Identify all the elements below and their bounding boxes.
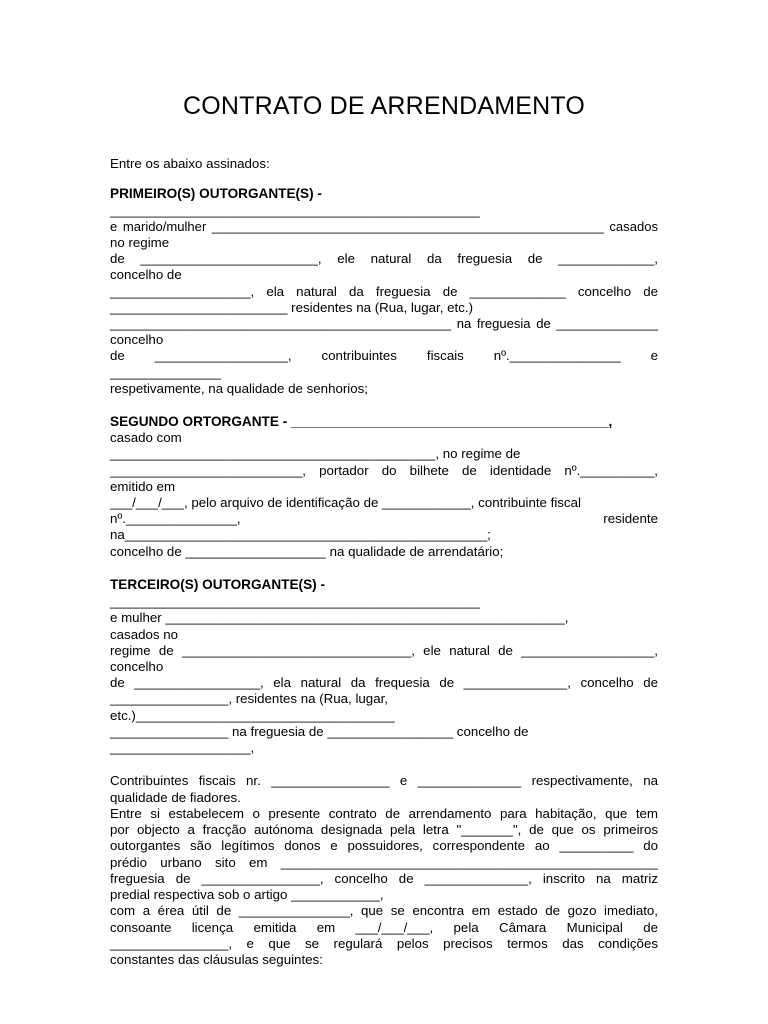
text-line: por objecto a fracção autónoma designada pela letra "_______", de que os primeiros [110, 822, 658, 837]
text-line: ____________________________________________, no regime de [110, 446, 521, 461]
text-line: concelho [110, 659, 164, 674]
text-line: emitido em [110, 479, 176, 494]
text-line: e marido/mulher ______________________________________________________ casados [110, 219, 658, 234]
text-line: casado com [110, 430, 182, 445]
text-line: _______________ [110, 365, 221, 380]
text-line: de ________________________, ele natural da freguesia de _____________, [110, 251, 658, 266]
text-line: de __________________, contribuintes fiscais nº._______________ e [110, 348, 658, 363]
text-line: ________________ na freguesia de _________________ concelho de [110, 724, 529, 739]
text-line: e mulher ______________________________________________________, [110, 610, 569, 625]
text-line: __________________________, portador do bilhete de identidade nº.__________, [110, 463, 658, 478]
text-line: ___________________, ela natural da freguesia de _____________ concelho de [110, 284, 658, 299]
document-title: CONTRATO DE ARRENDAMENTO [182, 92, 586, 120]
section-heading-segundo: SEGUNDO ORTORGANTE - __________________________________________, [110, 414, 613, 429]
text-line: respetivamente, na qualidade de senhorios; [110, 381, 368, 396]
text-line: _______________________________________________ na freguesia de ______________ [110, 316, 658, 331]
text-line: ________________________ residentes na (Rua, lugar, etc.) [110, 300, 473, 315]
text-line: na_________________________________________________; [110, 527, 491, 542]
text-line: predial respectiva sob o artigo ____________, [110, 887, 384, 902]
text-line: casados no [110, 627, 179, 642]
text-line: de _________________, ela natural da frequesia de ______________, concelho de [110, 675, 658, 690]
text-line: ________________, e que se regulará pelos precisos termos das condições [110, 936, 658, 951]
intro-line: Entre os abaixo assinados: [110, 156, 270, 171]
text-line: regime de _______________________________, ele natural de __________________, [110, 643, 658, 658]
text-line: freguesia de ________________, concelho de ______________, inscrito na matriz [110, 871, 658, 886]
text-line: concelho de ___________________ na qualidade de arrendatário; [110, 544, 504, 559]
text-line: outorgantes são legítimos donos e possuidores, correspondente ao __________ do [110, 838, 658, 853]
section-heading-primeiro: PRIMEIRO(S) OUTORGANTE(S) - [110, 186, 322, 201]
text-line: nº._______________, residente [110, 511, 658, 526]
text-line: ___/___/___, pelo arquivo de identificação de ____________, contribuinte fiscal [110, 495, 581, 510]
text-line: qualidade de fiadores. [110, 790, 241, 805]
text-line: Entre si estabelecem o presente contrato de arrendamento para habitação, que tem [110, 806, 658, 821]
text-line: ___________________, [110, 740, 255, 755]
text-line: no regime [110, 235, 170, 250]
text-line: etc.)___________________________________ [110, 708, 395, 723]
text-line: consoante licença emitida em ___/___/___, pela Câmara Municipal de [110, 920, 658, 935]
text-line: prédio urbano sito em ___________________________________________________ [110, 855, 658, 870]
text-line: Contribuintes fiscais nr. ________________ e ______________ respectivamente, na [110, 773, 658, 788]
text-line: __________________________________________________ [110, 203, 480, 218]
text-line: constantes das cláusulas seguintes: [110, 952, 323, 967]
section-heading-terceiro: TERCEIRO(S) OUTORGANTE(S) - [110, 577, 325, 592]
text-line: com a érea útil de _______________, que se encontra em estado de gozo imediato, [110, 903, 658, 918]
text-line: concelho [110, 332, 164, 347]
text-line: __________________________________________________ [110, 594, 480, 609]
text-line: concelho de [110, 267, 182, 282]
text-line: ________________, residentes na (Rua, lugar, [110, 691, 388, 706]
